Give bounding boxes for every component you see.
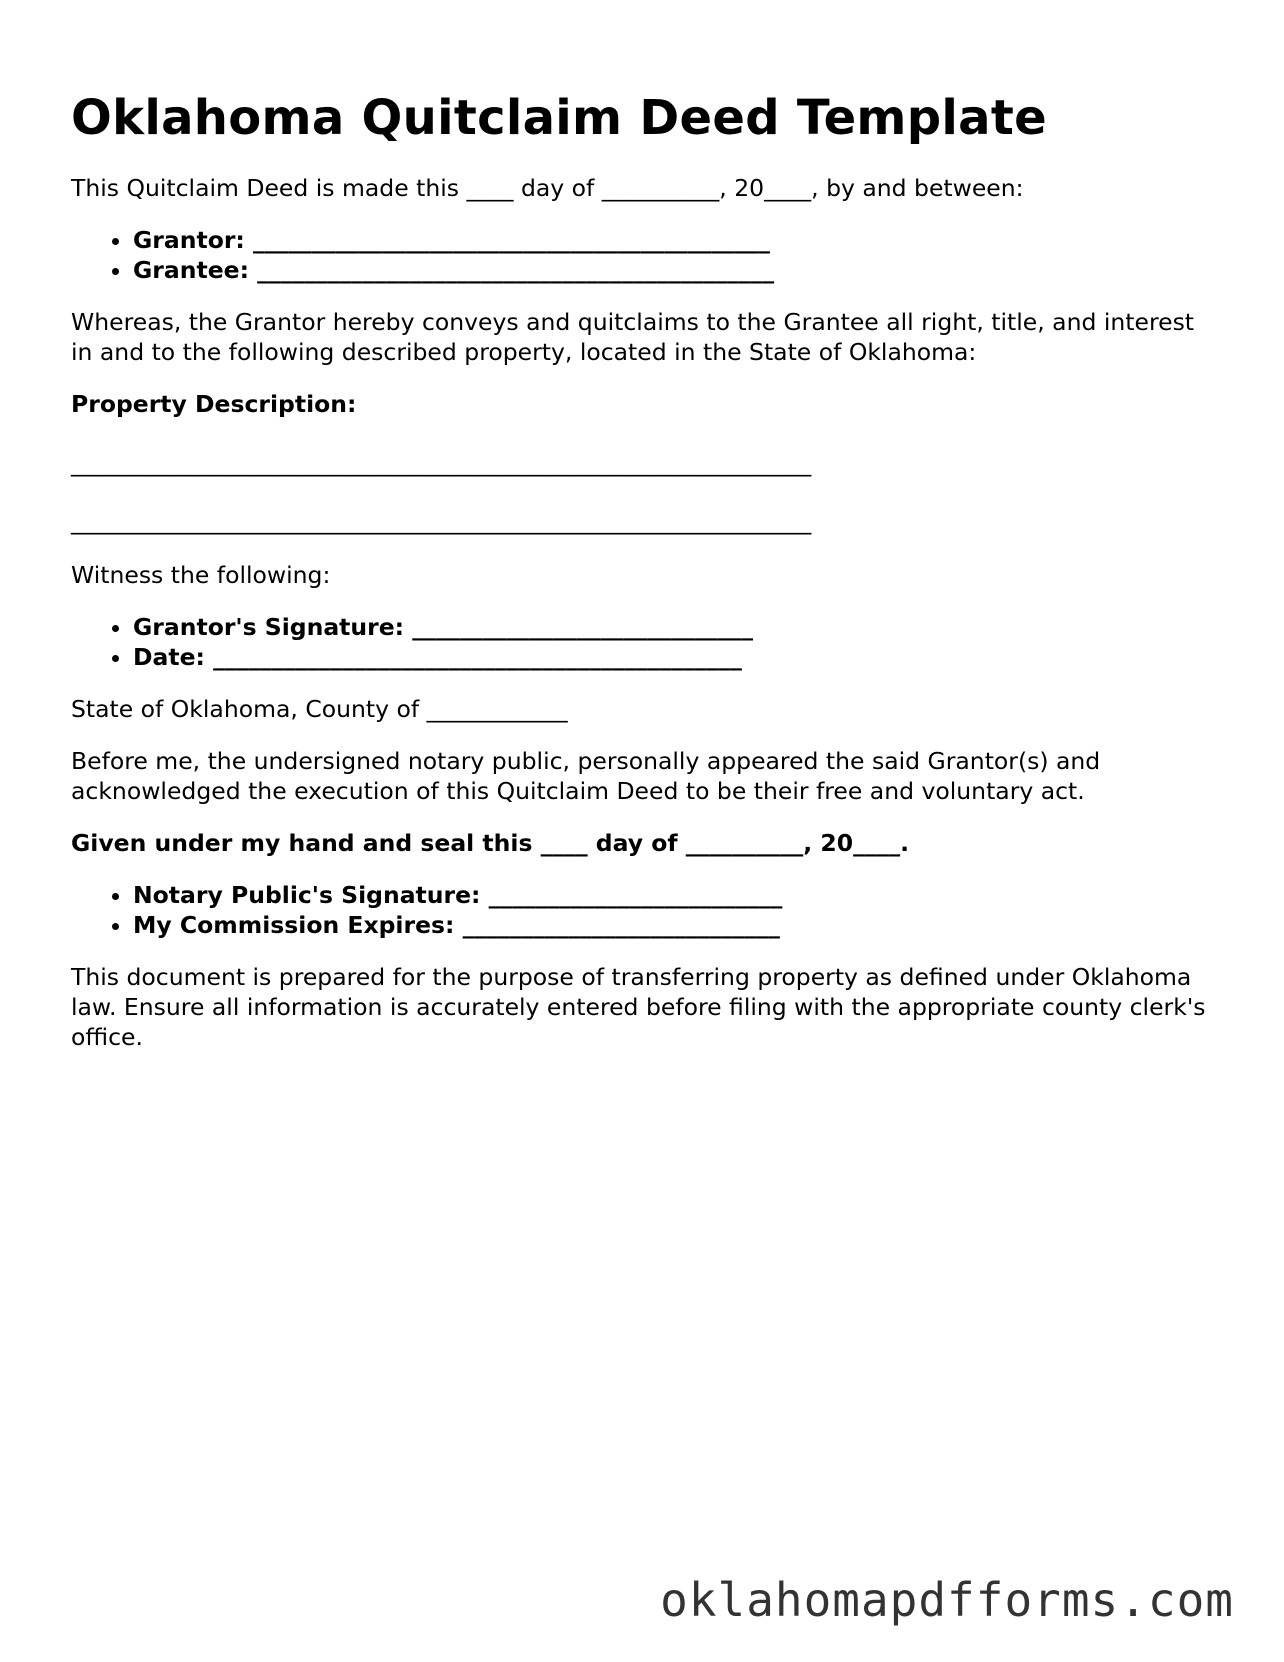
date-item [133,642,1221,672]
grantor-blank: ____________________________________________ [253,226,771,254]
page-title: Oklahoma Quitclaim Deed Template [71,90,1047,146]
deed-document [71,88,1221,1052]
grantor-signature-label: Grantor's Signature: [133,613,405,641]
grantor-signature-item [133,612,1221,642]
closing-paragraph: This document is prepared for the purpose of transferring property as defined under Oklahoma law. Ensure all information is accurately entered before filing with the appropriate county clerk's office. [71,963,1206,1051]
notary-signature-blank: _________________________ [488,881,783,909]
grantor-signature-blank: _____________________________ [412,613,754,641]
signatures-list [71,612,1221,672]
site-watermark: oklahomapdfforms.com [660,1573,1234,1627]
notary-fields-list [71,880,1221,940]
grantor-item [133,225,1221,255]
witness-paragraph: Witness the following: [71,561,331,589]
notary-statement: Before me, the undersigned notary public, personally appeared the said Grantor(s) and acknowledged the execution of this Quitclaim Deed to be their free and voluntary act. [71,747,1101,805]
commission-expires-blank: ___________________________ [462,911,780,939]
given-paragraph: Given under my hand and seal this ____ day of __________, 20____. [71,829,910,857]
grantee-item [133,255,1221,285]
property-line-1: _______________________________________________________________ [71,449,812,477]
county-paragraph: State of Oklahoma, County of ____________ [71,695,568,723]
parties-list [71,225,1221,285]
property-line-2: _______________________________________________________________ [71,507,812,535]
whereas-paragraph: Whereas, the Grantor hereby conveys and quitclaims to the Grantee all right, title, and interest in and to the following described property, located in the State of Oklahoma: [71,308,1195,366]
notary-signature-label: Notary Public's Signature: [133,881,481,909]
notary-signature-item [133,880,1221,910]
commission-expires-label: My Commission Expires: [133,911,455,939]
grantor-label: Grantor: [133,226,245,254]
commission-expires-item [133,910,1221,940]
grantee-label: Grantee: [133,256,249,284]
intro-paragraph: This Quitclaim Deed is made this ____ day of __________, 20____, by and between: [71,174,1024,202]
date-label: Date: [133,643,205,671]
grantee-blank: ____________________________________________ [257,256,775,284]
date-blank: _____________________________________________ [213,643,742,671]
property-heading: Property Description: [71,390,357,418]
